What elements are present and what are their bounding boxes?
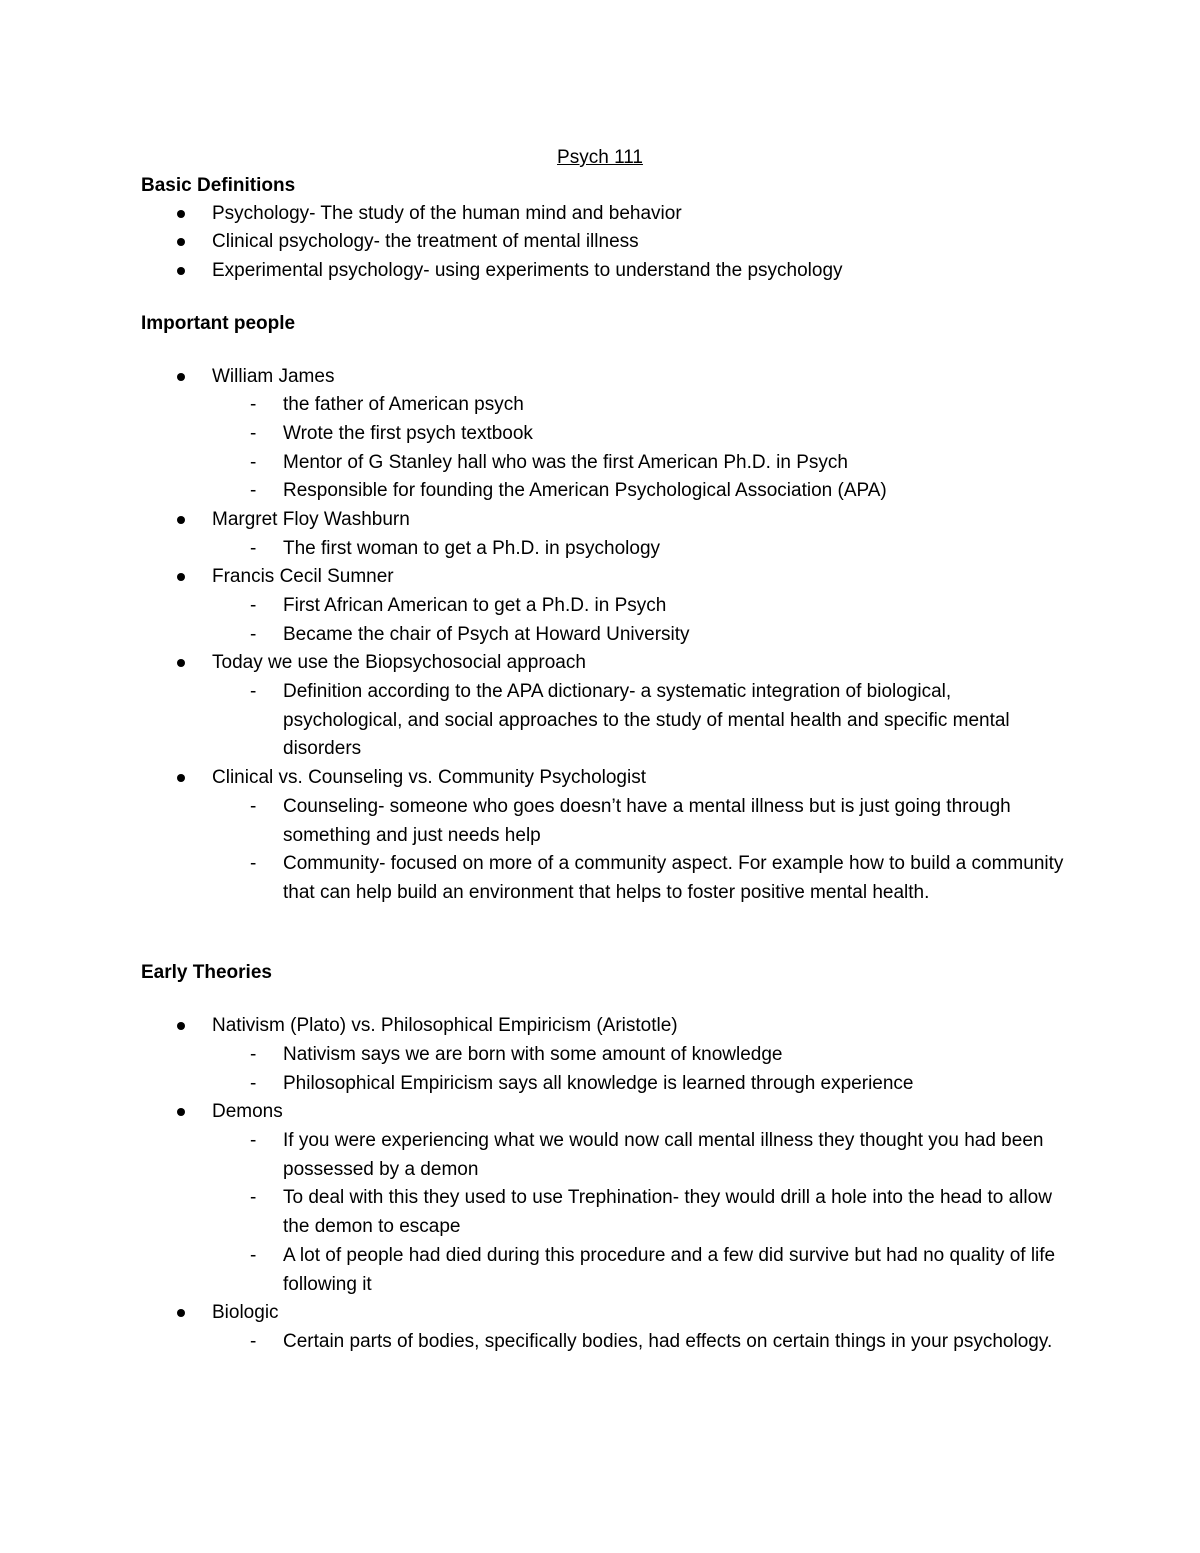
concept-name: Clinical vs. Counseling vs. Community Psychologist (212, 767, 646, 788)
theory-name: Demons (212, 1101, 283, 1122)
bullet-icon (175, 516, 187, 528)
bullet-icon (175, 210, 187, 222)
section-heading-important-people: Important people (141, 313, 296, 334)
concept-name: Today we use the Biopsychosocial approach (212, 652, 586, 673)
concept-detail: Counseling- someone who goes doesn’t have a mental illness but is just going through something and just needs help (283, 796, 1011, 846)
definition-item: Experimental psychology- using experiments to understand the psychology (212, 260, 843, 281)
theory-detail: If you were experiencing what we would now call mental illness they thought you had been possessed by a demon (283, 1130, 1044, 1180)
theory-detail: Certain parts of bodies, specifically bodies, had effects on certain things in your psychology. (283, 1331, 1053, 1352)
section-heading-basic-definitions: Basic Definitions (141, 175, 296, 196)
dash-icon: - (250, 1331, 257, 1352)
dash-icon: - (250, 538, 257, 559)
bullet-icon (175, 267, 187, 279)
concept-detail: Definition according to the APA dictionary- a systematic integration of biological, psychological, and social approaches to the study of mental health and specific mental disorders (283, 681, 1010, 760)
dash-icon: - (250, 681, 257, 702)
person-detail: Responsible for founding the American Psychological Association (APA) (283, 480, 887, 501)
dash-icon: - (250, 624, 257, 645)
dash-icon: - (250, 480, 257, 501)
dash-icon: - (250, 1245, 257, 1266)
person-detail: Wrote the first psych textbook (283, 423, 533, 444)
theory-detail: Nativism says we are born with some amount of knowledge (283, 1044, 783, 1065)
person-name: Francis Cecil Sumner (212, 566, 394, 587)
theory-detail: To deal with this they used to use Trephination- they would drill a hole into the head to allow the demon to escape (283, 1187, 1052, 1237)
dash-icon: - (250, 452, 257, 473)
bullet-icon (175, 373, 187, 385)
bullet-icon (175, 1022, 187, 1034)
person-detail: First African American to get a Ph.D. in Psych (283, 595, 667, 616)
dash-icon: - (250, 1130, 257, 1151)
person-name: William James (212, 366, 335, 387)
section-heading-early-theories: Early Theories (141, 962, 272, 983)
dash-icon: - (250, 796, 257, 817)
dash-icon: - (250, 853, 257, 874)
dash-icon: - (250, 595, 257, 616)
bullet-icon (175, 238, 187, 250)
theory-name: Biologic (212, 1302, 279, 1323)
bullet-icon (175, 659, 187, 671)
document-title: Psych 111 (557, 147, 643, 168)
person-name: Margret Floy Washburn (212, 509, 410, 530)
bullet-icon (175, 573, 187, 585)
person-detail: Became the chair of Psych at Howard University (283, 624, 690, 645)
bullet-icon (175, 1108, 187, 1120)
theory-name: Nativism (Plato) vs. Philosophical Empiricism (Aristotle) (212, 1015, 678, 1036)
theory-detail: Philosophical Empiricism says all knowledge is learned through experience (283, 1073, 914, 1094)
definition-item: Clinical psychology- the treatment of mental illness (212, 231, 639, 252)
definition-item: Psychology- The study of the human mind and behavior (212, 203, 682, 224)
dash-icon: - (250, 423, 257, 444)
person-detail: the father of American psych (283, 394, 524, 415)
bullet-icon (175, 1309, 187, 1321)
person-detail: The first woman to get a Ph.D. in psychology (283, 538, 661, 559)
theory-detail: A lot of people had died during this procedure and a few did survive but had no quality of life following it (283, 1245, 1056, 1295)
bullet-icon (175, 774, 187, 786)
dash-icon: - (250, 1073, 257, 1094)
concept-detail: Community- focused on more of a community aspect. For example how to build a community that can help build an environment that helps to foster positive mental health. (283, 853, 1064, 903)
person-detail: Mentor of G Stanley hall who was the first American Ph.D. in Psych (283, 452, 848, 473)
dash-icon: - (250, 1187, 257, 1208)
dash-icon: - (250, 1044, 257, 1065)
dash-icon: - (250, 394, 257, 415)
